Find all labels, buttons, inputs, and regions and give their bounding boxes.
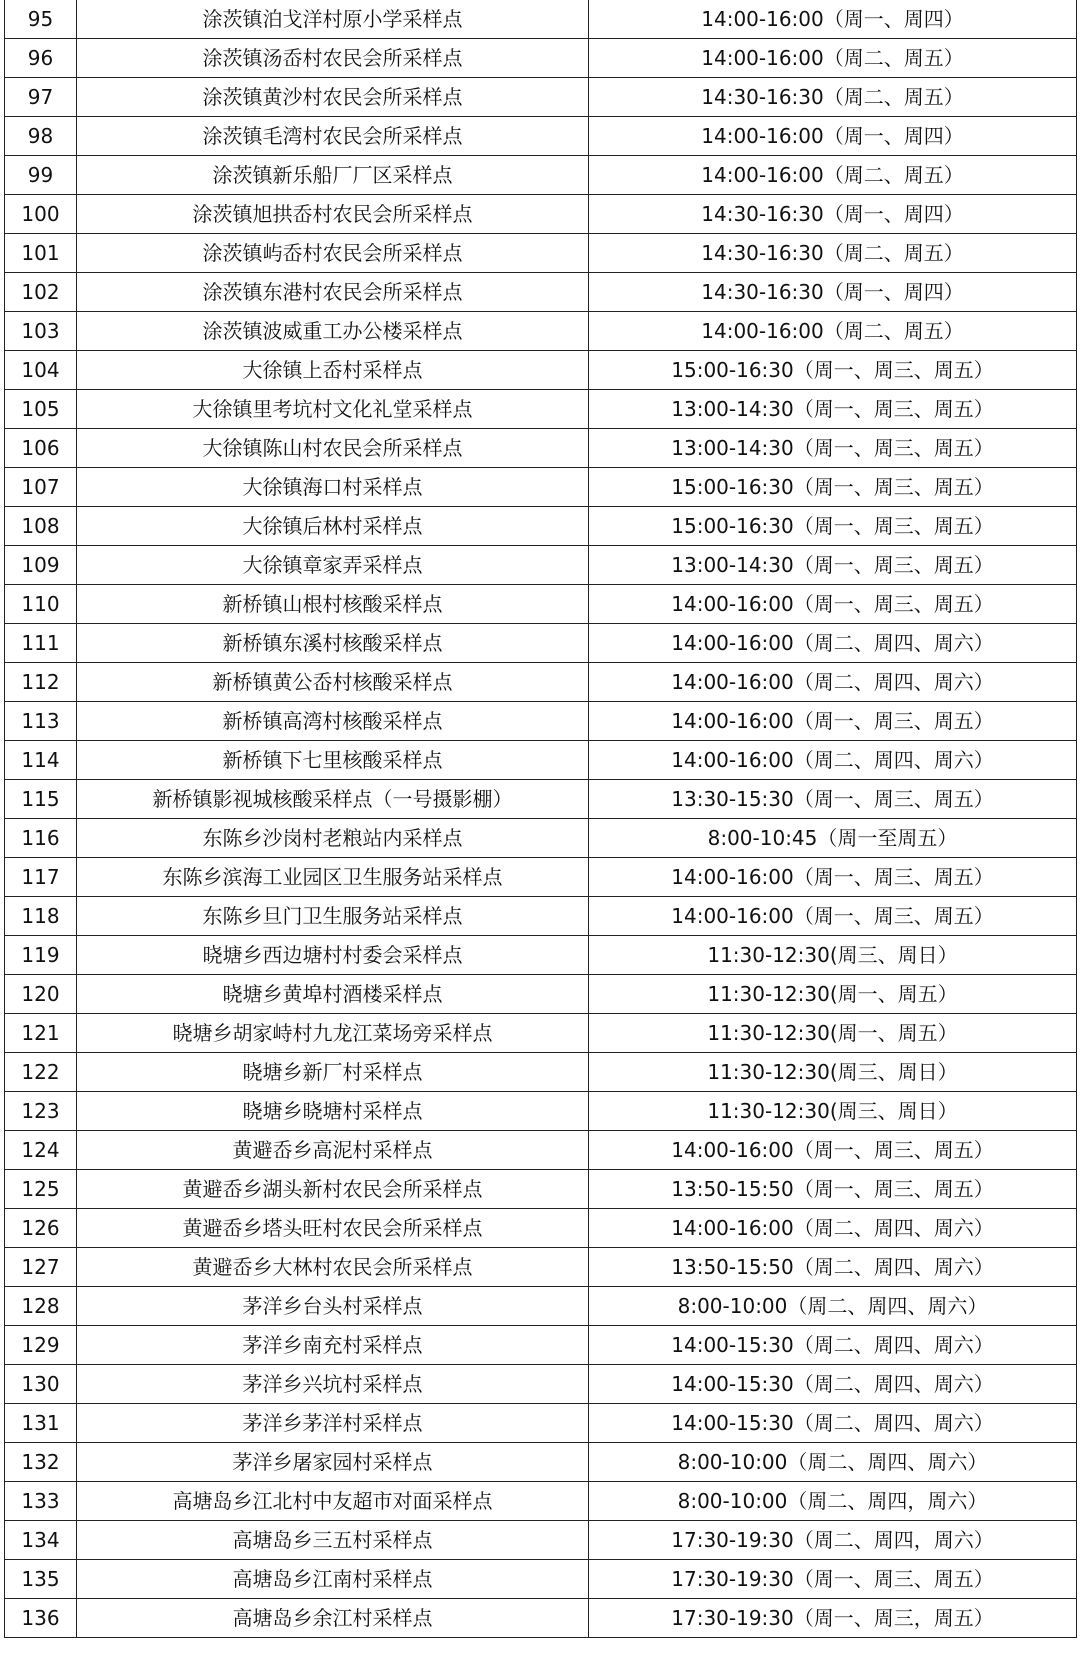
service-time-cell: 14:00-16:00（周二、周五）: [589, 156, 1077, 195]
row-number-cell: 128: [5, 1287, 77, 1326]
table-row: [5, 1521, 1077, 1560]
sampling-site-cell: 东陈乡滨海工业园区卫生服务站采样点: [77, 858, 589, 897]
service-time-cell: 17:30-19:30（周二、周四，周六）: [589, 1521, 1077, 1560]
table-row: [5, 156, 1077, 195]
sampling-site-cell: 新桥镇东溪村核酸采样点: [77, 624, 589, 663]
service-time-cell: 14:00-16:00（周二、周四、周六）: [589, 624, 1077, 663]
row-number-cell: 125: [5, 1170, 77, 1209]
table-row: [5, 1170, 1077, 1209]
table-row: [5, 858, 1077, 897]
table-row: [5, 390, 1077, 429]
service-time-cell: 14:00-16:00（周二、周五）: [589, 312, 1077, 351]
table-row: [5, 351, 1077, 390]
sampling-site-cell: 茅洋乡茅洋村采样点: [77, 1404, 589, 1443]
service-time-cell: 14:00-16:00（周二、周四、周六）: [589, 663, 1077, 702]
table-row: [5, 741, 1077, 780]
table-row: [5, 780, 1077, 819]
sampling-site-cell: 涂茨镇波威重工办公楼采样点: [77, 312, 589, 351]
row-number-cell: 112: [5, 663, 77, 702]
table-row: [5, 117, 1077, 156]
row-number-cell: 100: [5, 195, 77, 234]
table-row: [5, 1560, 1077, 1599]
row-number-cell: 127: [5, 1248, 77, 1287]
sampling-site-cell: 涂茨镇屿岙村农民会所采样点: [77, 234, 589, 273]
table-row: [5, 1131, 1077, 1170]
row-number-cell: 103: [5, 312, 77, 351]
table-row: [5, 234, 1077, 273]
sampling-site-cell: 高塘岛乡余江村采样点: [77, 1599, 589, 1638]
table-row: [5, 312, 1077, 351]
table-row: [5, 1053, 1077, 1092]
service-time-cell: 13:00-14:30（周一、周三、周五）: [589, 546, 1077, 585]
service-time-cell: 15:00-16:30（周一、周三、周五）: [589, 468, 1077, 507]
sampling-site-cell: 东陈乡旦门卫生服务站采样点: [77, 897, 589, 936]
table-row: [5, 1482, 1077, 1521]
row-number-cell: 95: [5, 0, 77, 39]
sampling-site-cell: 东陈乡沙岗村老粮站内采样点: [77, 819, 589, 858]
table-row: [5, 1599, 1077, 1638]
row-number-cell: 122: [5, 1053, 77, 1092]
row-number-cell: 133: [5, 1482, 77, 1521]
table-row: [5, 1014, 1077, 1053]
row-number-cell: 135: [5, 1560, 77, 1599]
table-row: [5, 1092, 1077, 1131]
service-time-cell: 15:00-16:30（周一、周三、周五）: [589, 507, 1077, 546]
table-row: [5, 39, 1077, 78]
service-time-cell: 8:00-10:00（周二、周四，周六）: [589, 1482, 1077, 1521]
sampling-site-cell: 新桥镇影视城核酸采样点（一号摄影棚）: [77, 780, 589, 819]
sampling-site-cell: 茅洋乡南充村采样点: [77, 1326, 589, 1365]
sampling-site-cell: 新桥镇黄公岙村核酸采样点: [77, 663, 589, 702]
row-number-cell: 136: [5, 1599, 77, 1638]
row-number-cell: 101: [5, 234, 77, 273]
sampling-site-cell: 高塘岛乡江南村采样点: [77, 1560, 589, 1599]
table-row: [5, 1443, 1077, 1482]
sampling-sites-sheet: [4, 0, 1076, 1675]
service-time-cell: 14:30-16:30（周一、周四）: [589, 273, 1077, 312]
row-number-cell: 118: [5, 897, 77, 936]
service-time-cell: 17:30-19:30（周一、周三、周五）: [589, 1560, 1077, 1599]
sampling-site-cell: 高塘岛乡三五村采样点: [77, 1521, 589, 1560]
service-time-cell: 11:30-12:30(周三、周日）: [589, 936, 1077, 975]
row-number-cell: 120: [5, 975, 77, 1014]
service-time-cell: 11:30-12:30(周三、周日）: [589, 1092, 1077, 1131]
sampling-site-cell: 茅洋乡台头村采样点: [77, 1287, 589, 1326]
service-time-cell: 14:00-16:00（周一、周四）: [589, 0, 1077, 39]
row-number-cell: 110: [5, 585, 77, 624]
row-number-cell: 131: [5, 1404, 77, 1443]
sampling-sites-table: [4, 0, 1077, 1638]
row-number-cell: 108: [5, 507, 77, 546]
sampling-site-cell: 黄避岙乡湖头新村农民会所采样点: [77, 1170, 589, 1209]
service-time-cell: 14:30-16:30（周二、周五）: [589, 234, 1077, 273]
sampling-site-cell: 涂茨镇汤岙村农民会所采样点: [77, 39, 589, 78]
service-time-cell: 8:00-10:00（周二、周四、周六）: [589, 1287, 1077, 1326]
service-time-cell: 14:00-16:00（周一、周三、周五）: [589, 897, 1077, 936]
sampling-site-cell: 晓塘乡西边塘村村委会采样点: [77, 936, 589, 975]
service-time-cell: 13:50-15:50（周一、周三、周五）: [589, 1170, 1077, 1209]
table-row: [5, 429, 1077, 468]
service-time-cell: 15:00-16:30（周一、周三、周五）: [589, 351, 1077, 390]
sampling-site-cell: 涂茨镇东港村农民会所采样点: [77, 273, 589, 312]
service-time-cell: 14:00-15:30（周二、周四、周六）: [589, 1404, 1077, 1443]
sampling-site-cell: 大徐镇章家弄采样点: [77, 546, 589, 585]
sampling-site-cell: 晓塘乡晓塘村采样点: [77, 1092, 589, 1131]
row-number-cell: 99: [5, 156, 77, 195]
table-row: [5, 936, 1077, 975]
sampling-site-cell: 大徐镇陈山村农民会所采样点: [77, 429, 589, 468]
sampling-site-cell: 高塘岛乡江北村中友超市对面采样点: [77, 1482, 589, 1521]
table-row: [5, 1404, 1077, 1443]
sampling-site-cell: 新桥镇山根村核酸采样点: [77, 585, 589, 624]
row-number-cell: 104: [5, 351, 77, 390]
row-number-cell: 124: [5, 1131, 77, 1170]
row-number-cell: 116: [5, 819, 77, 858]
row-number-cell: 96: [5, 39, 77, 78]
sampling-site-cell: 茅洋乡屠家园村采样点: [77, 1443, 589, 1482]
service-time-cell: 14:00-16:00（周一、周三、周五）: [589, 702, 1077, 741]
row-number-cell: 97: [5, 78, 77, 117]
sampling-site-cell: 涂茨镇毛湾村农民会所采样点: [77, 117, 589, 156]
table-row: [5, 819, 1077, 858]
service-time-cell: 13:50-15:50（周二、周四、周六）: [589, 1248, 1077, 1287]
table-row: [5, 1365, 1077, 1404]
table-row: [5, 1248, 1077, 1287]
table-row: [5, 273, 1077, 312]
service-time-cell: 13:00-14:30（周一、周三、周五）: [589, 390, 1077, 429]
service-time-cell: 14:00-16:00（周一、周四）: [589, 117, 1077, 156]
service-time-cell: 14:00-16:00（周二、周四、周六）: [589, 741, 1077, 780]
sampling-site-cell: 黄避岙乡塔头旺村农民会所采样点: [77, 1209, 589, 1248]
service-time-cell: 11:30-12:30(周一、周五）: [589, 975, 1077, 1014]
sampling-site-cell: 晓塘乡新厂村采样点: [77, 1053, 589, 1092]
row-number-cell: 113: [5, 702, 77, 741]
service-time-cell: 13:00-14:30（周一、周三、周五）: [589, 429, 1077, 468]
sampling-site-cell: 晓塘乡黄埠村酒楼采样点: [77, 975, 589, 1014]
service-time-cell: 11:30-12:30(周三、周日）: [589, 1053, 1077, 1092]
sampling-site-cell: 黄避岙乡大林村农民会所采样点: [77, 1248, 589, 1287]
table-row: [5, 546, 1077, 585]
row-number-cell: 134: [5, 1521, 77, 1560]
service-time-cell: 14:30-16:30（周一、周四）: [589, 195, 1077, 234]
table-row: [5, 585, 1077, 624]
row-number-cell: 126: [5, 1209, 77, 1248]
service-time-cell: 14:30-16:30（周二、周五）: [589, 78, 1077, 117]
sampling-site-cell: 涂茨镇泊戈洋村原小学采样点: [77, 0, 589, 39]
table-row: [5, 0, 1077, 39]
service-time-cell: 13:30-15:30（周一、周三、周五）: [589, 780, 1077, 819]
row-number-cell: 109: [5, 546, 77, 585]
sampling-site-cell: 黄避岙乡高泥村采样点: [77, 1131, 589, 1170]
row-number-cell: 117: [5, 858, 77, 897]
row-number-cell: 119: [5, 936, 77, 975]
row-number-cell: 111: [5, 624, 77, 663]
row-number-cell: 107: [5, 468, 77, 507]
service-time-cell: 14:00-16:00（周二、周四、周六）: [589, 1209, 1077, 1248]
sampling-site-cell: 大徐镇里考坑村文化礼堂采样点: [77, 390, 589, 429]
service-time-cell: 14:00-15:30（周二、周四、周六）: [589, 1365, 1077, 1404]
table-row: [5, 78, 1077, 117]
service-time-cell: 14:00-16:00（周一、周三、周五）: [589, 858, 1077, 897]
sampling-site-cell: 晓塘乡胡家峙村九龙江菜场旁采样点: [77, 1014, 589, 1053]
row-number-cell: 132: [5, 1443, 77, 1482]
row-number-cell: 129: [5, 1326, 77, 1365]
service-time-cell: 11:30-12:30(周一、周五）: [589, 1014, 1077, 1053]
sampling-site-cell: 新桥镇下七里核酸采样点: [77, 741, 589, 780]
table-row: [5, 195, 1077, 234]
table-body: [5, 0, 1077, 1638]
table-row: [5, 1287, 1077, 1326]
sampling-site-cell: 涂茨镇新乐船厂厂区采样点: [77, 156, 589, 195]
sampling-site-cell: 大徐镇海口村采样点: [77, 468, 589, 507]
service-time-cell: 8:00-10:00（周二、周四、周六）: [589, 1443, 1077, 1482]
row-number-cell: 123: [5, 1092, 77, 1131]
service-time-cell: 17:30-19:30（周一、周三，周五）: [589, 1599, 1077, 1638]
row-number-cell: 98: [5, 117, 77, 156]
table-row: [5, 1209, 1077, 1248]
sampling-site-cell: 涂茨镇旭拱岙村农民会所采样点: [77, 195, 589, 234]
sampling-site-cell: 大徐镇后林村采样点: [77, 507, 589, 546]
table-row: [5, 507, 1077, 546]
table-row: [5, 624, 1077, 663]
service-time-cell: 14:00-16:00（周二、周五）: [589, 39, 1077, 78]
sampling-site-cell: 新桥镇高湾村核酸采样点: [77, 702, 589, 741]
row-number-cell: 102: [5, 273, 77, 312]
row-number-cell: 115: [5, 780, 77, 819]
row-number-cell: 105: [5, 390, 77, 429]
table-row: [5, 702, 1077, 741]
table-row: [5, 897, 1077, 936]
sampling-site-cell: 大徐镇上岙村采样点: [77, 351, 589, 390]
sampling-site-cell: 涂茨镇黄沙村农民会所采样点: [77, 78, 589, 117]
service-time-cell: 14:00-16:00（周一、周三、周五）: [589, 585, 1077, 624]
row-number-cell: 106: [5, 429, 77, 468]
row-number-cell: 114: [5, 741, 77, 780]
row-number-cell: 130: [5, 1365, 77, 1404]
sampling-site-cell: 茅洋乡兴坑村采样点: [77, 1365, 589, 1404]
service-time-cell: 8:00-10:45（周一至周五）: [589, 819, 1077, 858]
table-row: [5, 663, 1077, 702]
service-time-cell: 14:00-16:00（周一、周三、周五）: [589, 1131, 1077, 1170]
service-time-cell: 14:00-15:30（周二、周四、周六）: [589, 1326, 1077, 1365]
table-row: [5, 1326, 1077, 1365]
table-row: [5, 468, 1077, 507]
table-row: [5, 975, 1077, 1014]
row-number-cell: 121: [5, 1014, 77, 1053]
